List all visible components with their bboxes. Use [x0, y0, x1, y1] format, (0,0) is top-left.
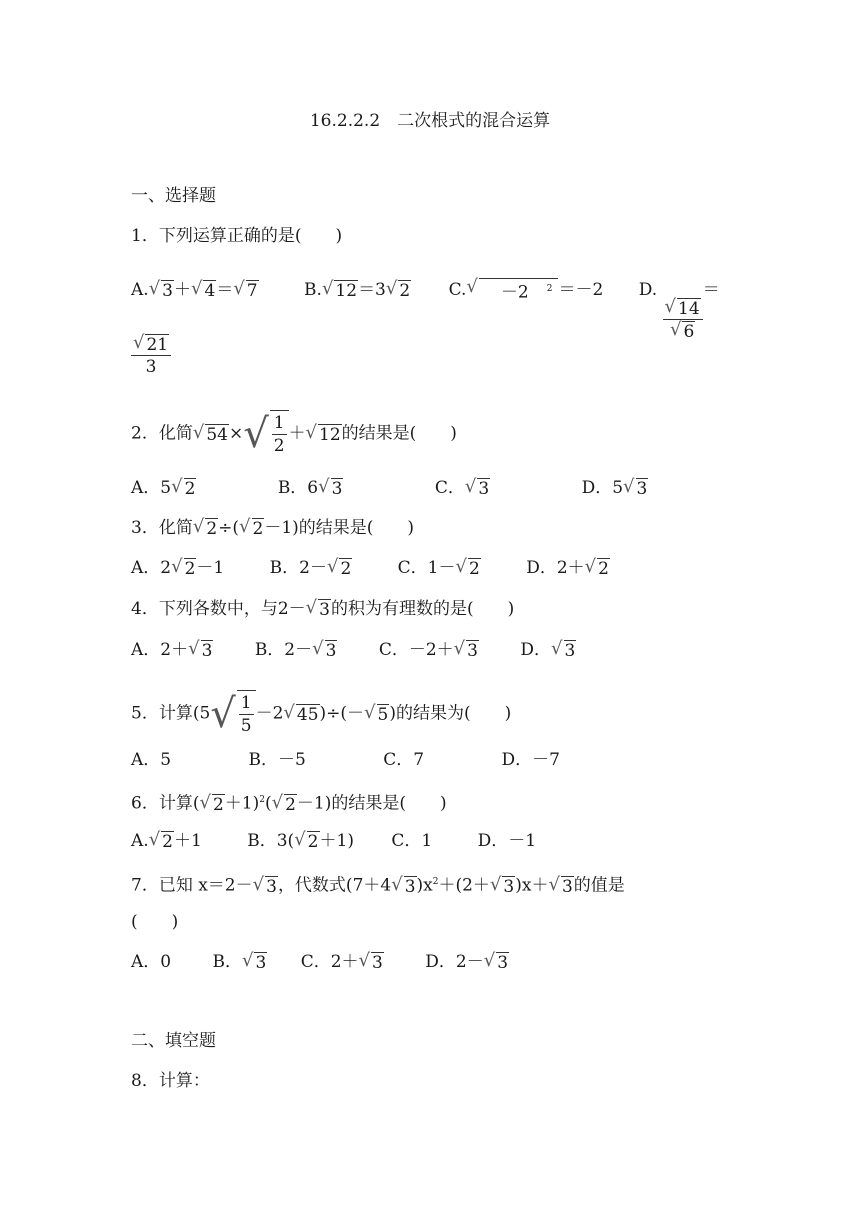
fraction: √ 21 3: [131, 333, 171, 378]
option-c: C．1: [391, 831, 433, 851]
question-6-options: [131, 829, 536, 853]
option-d: D．2＋ √ 2: [526, 556, 609, 579]
option-b: B． √ 3: [212, 950, 267, 973]
option-d: D. √ 14 √ 6 ＝: [638, 280, 720, 342]
question-2-stem: 2．化简 √ 54 × √ $\frac{1}{2}$ ＋ √ 12 的结果是( ): [131, 411, 457, 457]
question-6-stem: 6．计算( √ 2 ＋1)$^2$( √ 2 －1)的结果是( ): [131, 791, 447, 815]
option-b: B．6 √ 3: [277, 476, 343, 499]
option-c: C. √ －2 $^2$ ＝－2: [448, 276, 604, 303]
question-7-stem: 7．已知 x＝2－ √ 3 ，代数式(7＋4 √ 3 )$x^2+(2+$ √ 3 )x＋ √ 3 的值是: [131, 873, 625, 897]
section-heading-fill: 二、填空题: [131, 1031, 216, 1051]
option-b: B．－5: [248, 750, 306, 770]
option-c: C．7: [383, 750, 425, 770]
question-5-options: [131, 748, 560, 772]
option-c: C． √ 3: [434, 476, 490, 499]
option-a: A．5: [131, 750, 172, 770]
option-c: C．1－ √ 2: [397, 556, 480, 579]
option-b: B．2－ √ 3: [254, 638, 337, 661]
option-a: A. √ 2 ＋1: [131, 829, 202, 852]
question-1-stem: 1．下列运算正确的是( ): [131, 226, 343, 246]
option-d: D．－7: [501, 750, 560, 770]
option-a: A．0: [131, 952, 172, 972]
option-d: D．－1: [477, 831, 537, 851]
option-a: A．2＋ √ 3: [131, 638, 213, 661]
question-4-options: [131, 638, 576, 662]
question-7-stem-cont: ( ): [131, 912, 179, 932]
fraction: √ 14 √ 6: [663, 297, 703, 342]
question-3-stem: 3．化简 √ 2 ÷( √ 2 －1)的结果是( ): [131, 516, 415, 539]
page-title: 16.2.2.2 二次根式的混合运算: [309, 111, 551, 131]
option-c: C．2＋ √ 3: [300, 950, 383, 973]
question-4-stem: 4．下列各数中，与2－ √ 3 的积为有理数的是( ): [131, 597, 515, 620]
question-5-stem: 5．计算(5 √ $\frac{1}{5}$ －2 √ 45 )÷(－ √ 5 )的结果为( ): [131, 691, 512, 737]
section-heading-choice: 一、选择题: [131, 186, 216, 206]
option-b: B．2－ √ 2: [269, 556, 352, 579]
question-8-stem: 8．计算：: [131, 1071, 210, 1091]
option-b: B. √ 12 ＝3 √ 2: [304, 278, 411, 301]
question-1-options: [131, 278, 720, 342]
option-a: A. √ 3 ＋ √ 4 ＝ √ 7: [131, 278, 258, 301]
question-2-options: [131, 476, 648, 500]
option-d: D． √ 3: [520, 638, 576, 661]
option-d: D．2－ √ 3: [425, 950, 509, 973]
question-1-option-d-result: [131, 333, 171, 378]
question-3-options: [131, 556, 610, 580]
question-7-options: [131, 950, 509, 974]
option-d: D．5 √ 3: [581, 476, 648, 499]
option-c: C．－2＋ √ 3: [378, 638, 478, 661]
option-a: A．5 √ 2: [131, 476, 196, 499]
option-a: A．2 √ 2 －1: [131, 556, 225, 579]
option-b: B．3( √ 2 ＋1): [247, 829, 354, 852]
